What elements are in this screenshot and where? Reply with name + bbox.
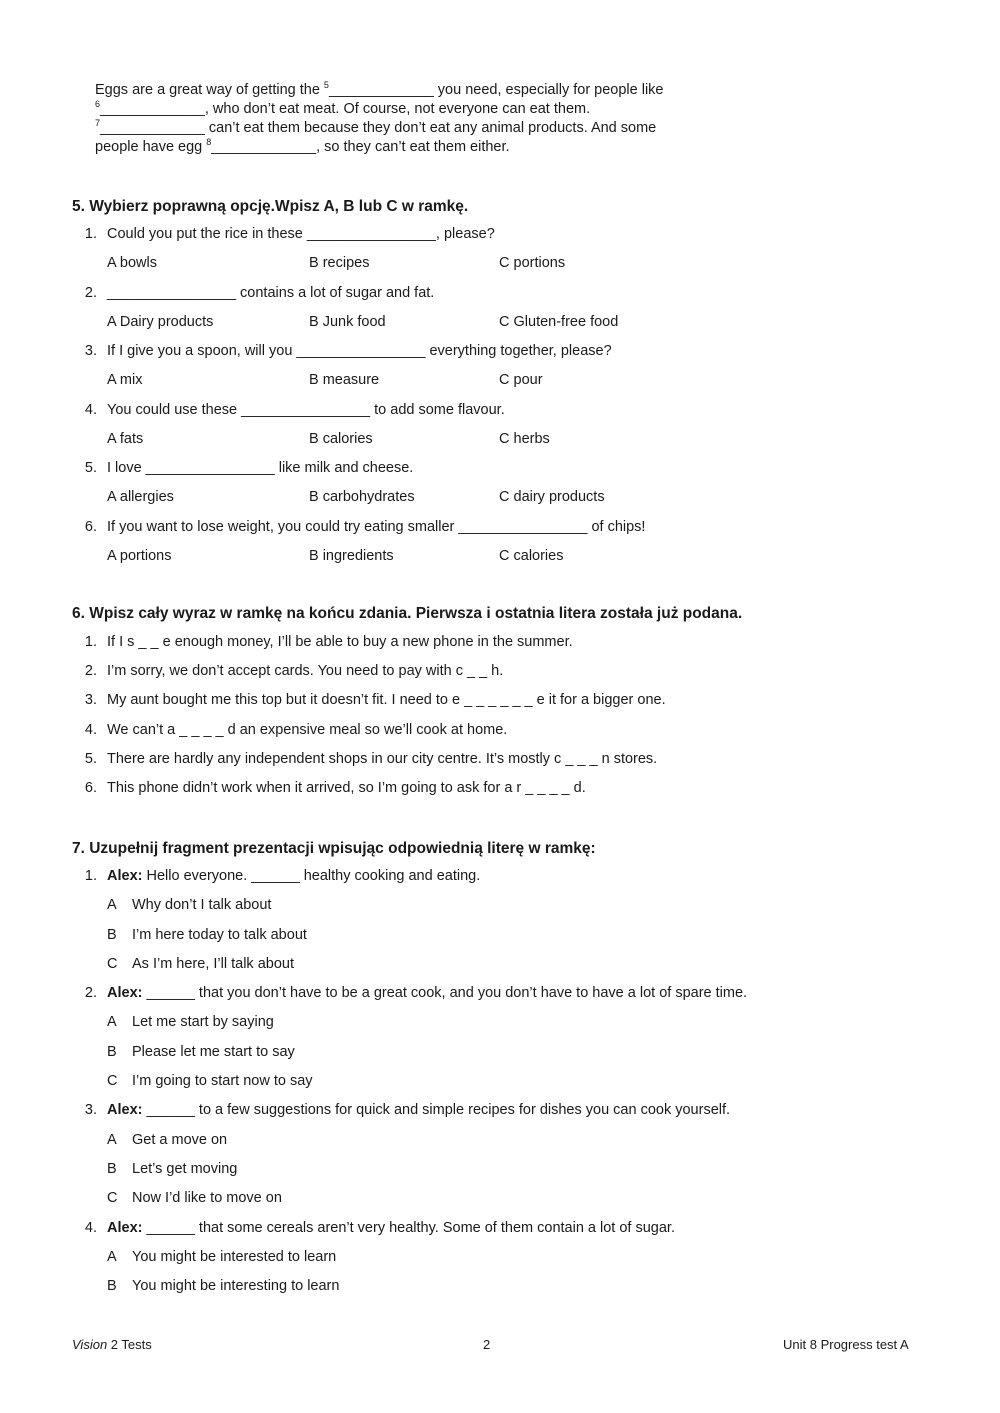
s6-item-number: 1. (84, 634, 97, 650)
s7-option-letter: A (107, 1014, 117, 1030)
s5-option-b: B carbohydrates (309, 489, 415, 505)
s7-option-text: I’m going to start now to say (132, 1073, 313, 1089)
s7-option-letter: B (107, 1044, 117, 1060)
s7-item-line (107, 1102, 730, 1118)
s5-option-b: B calories (309, 431, 373, 447)
s5-item-question: If I give you a spoon, will you ________________ everything together, please? (107, 343, 612, 359)
s6-item-sentence: There are hardly any independent shops in our city centre. It’s mostly c _ _ _ n stores. (107, 751, 658, 767)
section-5-heading: 5. Wybierz poprawną opcję.Wpisz A, B lub C w ramkę. (72, 198, 469, 215)
s5-option-a: A bowls (107, 255, 157, 271)
s5-option-a: A fats (107, 431, 144, 447)
s7-option-text: Let me start by saying (132, 1014, 274, 1030)
s5-option-c: C calories (499, 548, 564, 564)
speaker-name: Alex: (107, 985, 143, 1001)
passage-line-3: $^7$_____________ can’t eat them because they don’t eat any animal products. And some (95, 118, 657, 136)
s5-option-a: A portions (107, 548, 172, 564)
s5-option-c: C Gluten-free food (499, 314, 619, 330)
section-6-heading: 6. Wpisz cały wyraz w ramkę na końcu zdania. Pierwsza i ostatnia litera została już podana. (72, 605, 743, 622)
s6-item-number: 4. (84, 722, 97, 738)
s6-item-sentence: My aunt bought me this top but it doesn’t fit. I need to e _ _ _ _ _ _ e it for a bigger one. (107, 692, 666, 708)
s7-option-text: Why don’t I talk about (132, 897, 272, 913)
s7-item-number: 1. (84, 868, 97, 884)
s5-option-b: B measure (309, 372, 380, 388)
s7-item-line (107, 985, 747, 1001)
s5-item-question: If you want to lose weight, you could try eating smaller ________________ of chips! (107, 519, 646, 535)
s6-item-sentence: If I s _ _ e enough money, I’ll be able to buy a new phone in the summer. (107, 634, 573, 650)
s5-item-number: 3. (84, 343, 97, 359)
s5-item-question: Could you put the rice in these ________________, please? (107, 226, 495, 242)
s5-option-c: C portions (499, 255, 566, 271)
passage-line-4: people have egg $^8$_____________, so they can’t eat them either. (95, 137, 510, 155)
s7-option-letter: A (107, 897, 117, 913)
section-7-heading: 7. Uzupełnij fragment prezentacji wpisując odpowiednią literę w ramkę: (72, 840, 596, 857)
s5-option-c: C dairy products (499, 489, 605, 505)
s5-option-b: B ingredients (309, 548, 394, 564)
s7-option-text: You might be interested to learn (132, 1249, 337, 1265)
s6-item-sentence: I’m sorry, we don’t accept cards. You need to pay with c _ _ h. (107, 663, 504, 679)
s7-option-letter: B (107, 927, 117, 943)
s5-option-b: B Junk food (309, 314, 386, 330)
s7-item-text: ______ to a few suggestions for quick and simple recipes for dishes you can cook yourself. (142, 1102, 731, 1118)
s7-item-number: 3. (84, 1102, 97, 1118)
s5-item-number: 1. (84, 226, 97, 242)
s5-option-a: A mix (107, 372, 143, 388)
s7-option-text: Now I’d like to move on (132, 1190, 282, 1206)
s7-option-text: I’m here today to talk about (132, 927, 307, 943)
s7-option-text: As I’m here, I’ll talk about (132, 956, 294, 972)
s7-option-text: Let’s get moving (132, 1161, 238, 1177)
s7-option-text: You might be interesting to learn (132, 1278, 340, 1294)
s7-item-line (107, 868, 480, 884)
s7-option-letter: A (107, 1132, 117, 1148)
s7-option-text: Get a move on (132, 1132, 228, 1148)
speaker-name: Alex: (107, 868, 143, 884)
s7-option-letter: B (107, 1278, 117, 1294)
speaker-name: Alex: (107, 1102, 143, 1118)
s6-item-sentence: This phone didn’t work when it arrived, so I’m going to ask for a r _ _ _ _ d. (107, 780, 586, 796)
s6-item-number: 2. (84, 663, 97, 679)
s5-item-number: 5. (84, 460, 97, 476)
footer-title: Vision 2 Tests (72, 1337, 152, 1352)
passage-line-2: $^6$_____________, who don’t eat meat. Of course, not everyone can eat them. (95, 99, 591, 117)
s7-option-letter: C (107, 1073, 118, 1089)
s7-item-number: 2. (84, 985, 97, 1001)
s7-option-letter: A (107, 1249, 117, 1265)
s6-item-number: 3. (84, 692, 97, 708)
s5-option-c: C pour (499, 372, 543, 388)
s7-option-letter: C (107, 956, 118, 972)
s6-item-number: 5. (84, 751, 97, 767)
s5-item-number: 4. (84, 402, 97, 418)
s6-item-number: 6. (84, 780, 97, 796)
s7-item-text: ______ that you don’t have to be a great cook, and you don’t have to have a lot of spare time. (142, 985, 748, 1001)
s5-option-c: C herbs (499, 431, 550, 447)
s5-item-number: 2. (84, 285, 97, 301)
s5-item-question: You could use these ________________ to add some flavour. (107, 402, 505, 418)
s5-option-a: A Dairy products (107, 314, 214, 330)
s5-item-question: ________________ contains a lot of sugar and fat. (107, 285, 435, 301)
s7-item-text: Hello everyone. ______ healthy cooking and eating. (142, 868, 481, 884)
s7-item-text: ______ that some cereals aren’t very healthy. Some of them contain a lot of sugar. (142, 1220, 675, 1236)
s5-option-a: A allergies (107, 489, 174, 505)
speaker-name: Alex: (107, 1220, 143, 1236)
footer-test-name: Unit 8 Progress test A (783, 1337, 909, 1352)
s5-item-question: I love ________________ like milk and cheese. (107, 460, 414, 476)
s7-option-letter: B (107, 1161, 117, 1177)
s6-item-sentence: We can’t a _ _ _ _ d an expensive meal so we’ll cook at home. (107, 722, 508, 738)
s7-option-text: Please let me start to say (132, 1044, 295, 1060)
s7-item-number: 4. (84, 1220, 97, 1236)
s5-option-b: B recipes (309, 255, 370, 271)
s7-option-letter: C (107, 1190, 118, 1206)
passage-line-1: Eggs are a great way of getting the $^5$_____________ you need, especially for people like (95, 80, 664, 98)
page-number: 2 (483, 1337, 491, 1352)
s5-item-number: 6. (84, 519, 97, 535)
s7-item-line (107, 1220, 675, 1236)
